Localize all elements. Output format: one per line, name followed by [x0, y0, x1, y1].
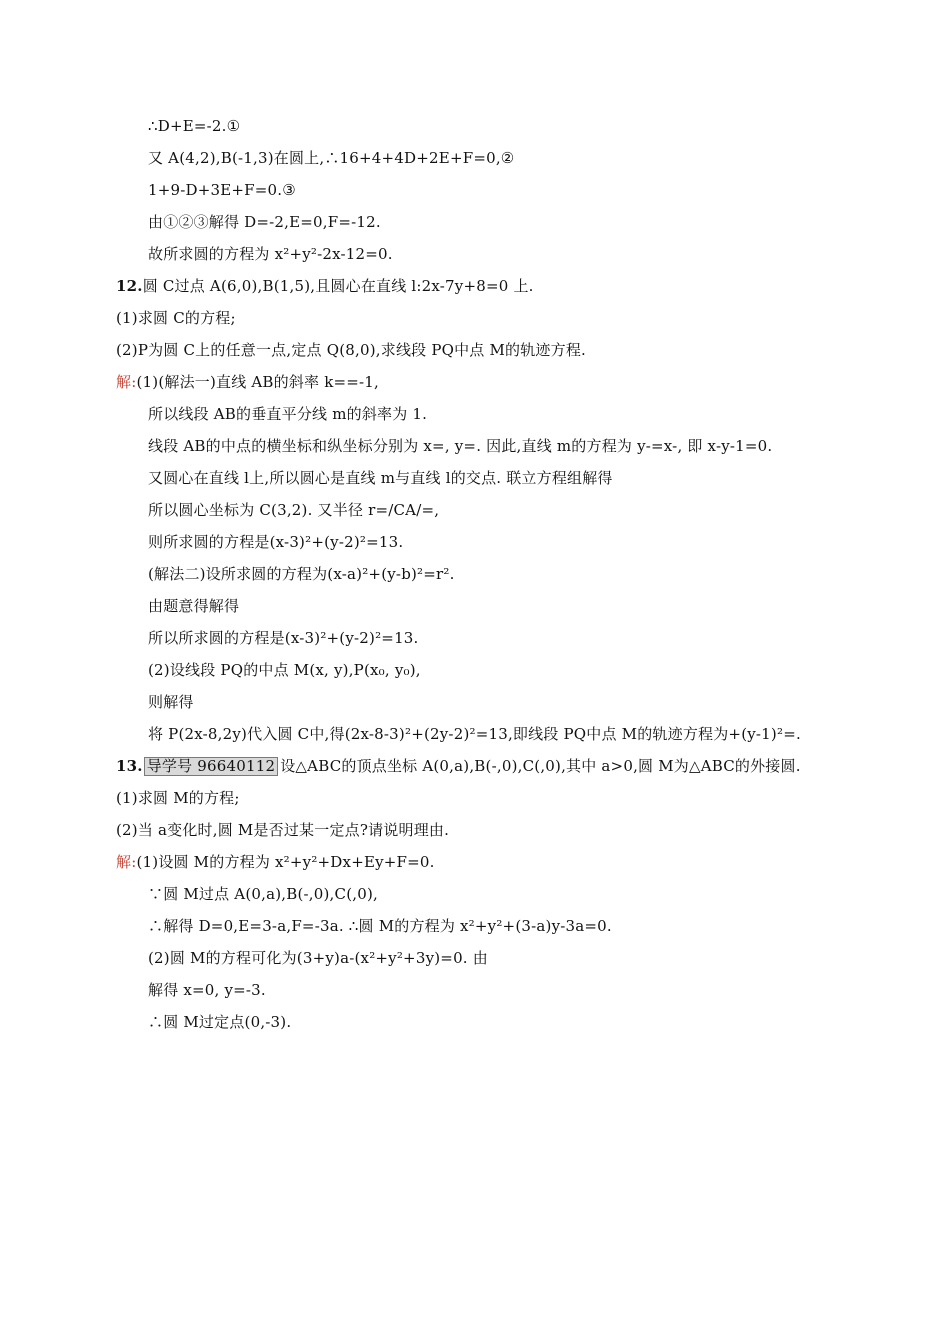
solution-line: 则所求圆的方程是(x-3)²+(y-2)²=13.: [148, 533, 404, 551]
solution-line: 由题意得解得: [148, 597, 240, 615]
solution-line: ∴圆 M过定点(0,-3).: [148, 1013, 292, 1031]
solution-label: 解:: [116, 373, 137, 391]
solution-line: 线段 AB的中点的横坐标和纵坐标分别为 x=, y=. 因此,直线 m的方程为 y-=x-, 即 x-y-1=0.: [148, 437, 773, 455]
question-12-stem: 12.圆 C过点 A(6,0),B(1,5),且圆心在直线 l:2x-7y+8=0 上.: [116, 277, 534, 295]
question-12-part-1: (1)求圆 C的方程;: [116, 309, 236, 327]
solution-13-start: 解:(1)设圆 M的方程为 x²+y²+Dx+Ey+F=0.: [116, 853, 435, 871]
question-12-part-2: (2)P为圆 C上的任意一点,定点 Q(8,0),求线段 PQ中点 M的轨迹方程.: [116, 341, 587, 359]
question-13-stem: 13. 导学号 96640112 设△ABC的顶点坐标 A(0,a),B(-,0),C(,0),其中 a>0,圆 M为△ABC的外接圆.: [116, 757, 801, 775]
solution-line: ∴解得 D=0,E=3-a,F=-3a. ∴圆 M的方程为 x²+y²+(3-a)y-3a=0.: [148, 917, 612, 935]
solution-line: ∴D+E=-2.①: [148, 117, 241, 135]
question-number: 12.: [116, 277, 143, 295]
solution-line: 1+9-D+3E+F=0.③: [148, 181, 296, 199]
solution-line: 则解得: [148, 693, 194, 711]
solution-line: 又圆心在直线 l上,所以圆心是直线 m与直线 l的交点. 联立方程组解得: [148, 469, 613, 487]
solution-line: 故所求圆的方程为 x²+y²-2x-12=0.: [148, 245, 393, 263]
question-id-tag[interactable]: 导学号 96640112: [144, 757, 279, 776]
question-13-part-1: (1)求圆 M的方程;: [116, 789, 240, 807]
solution-line: 所以所求圆的方程是(x-3)²+(y-2)²=13.: [148, 629, 419, 647]
solution-line: ∵圆 M过点 A(0,a),B(-,0),C(,0),: [148, 885, 378, 903]
solution-line: 所以圆心坐标为 C(3,2). 又半径 r=/CA/=,: [148, 501, 440, 519]
solution-line: 解得 x=0, y=-3.: [148, 981, 266, 999]
solution-12-start: 解:(1)(解法一)直线 AB的斜率 k==-1,: [116, 373, 380, 391]
solution-line: 由①②③解得 D=-2,E=0,F=-12.: [148, 213, 381, 231]
solution-line: (2)设线段 PQ的中点 M(x, y),P(x₀, y₀),: [148, 661, 421, 679]
solution-line: 将 P(2x-8,2y)代入圆 C中,得(2x-8-3)²+(2y-2)²=13,即线段 PQ中点 M的轨迹方程为+(y-1)²=.: [148, 725, 801, 743]
solution-label: 解:: [116, 853, 137, 871]
question-13-part-2: (2)当 a变化时,圆 M是否过某一定点?请说明理由.: [116, 821, 450, 839]
question-number: 13.: [116, 757, 143, 775]
solution-line: 又 A(4,2),B(-1,3)在圆上,∴16+4+4D+2E+F=0,②: [148, 149, 515, 167]
solution-line: (解法二)设所求圆的方程为(x-a)²+(y-b)²=r².: [148, 565, 455, 583]
solution-line: (2)圆 M的方程可化为(3+y)a-(x²+y²+3y)=0. 由: [148, 949, 488, 967]
solution-line: 所以线段 AB的垂直平分线 m的斜率为 1.: [148, 405, 428, 423]
